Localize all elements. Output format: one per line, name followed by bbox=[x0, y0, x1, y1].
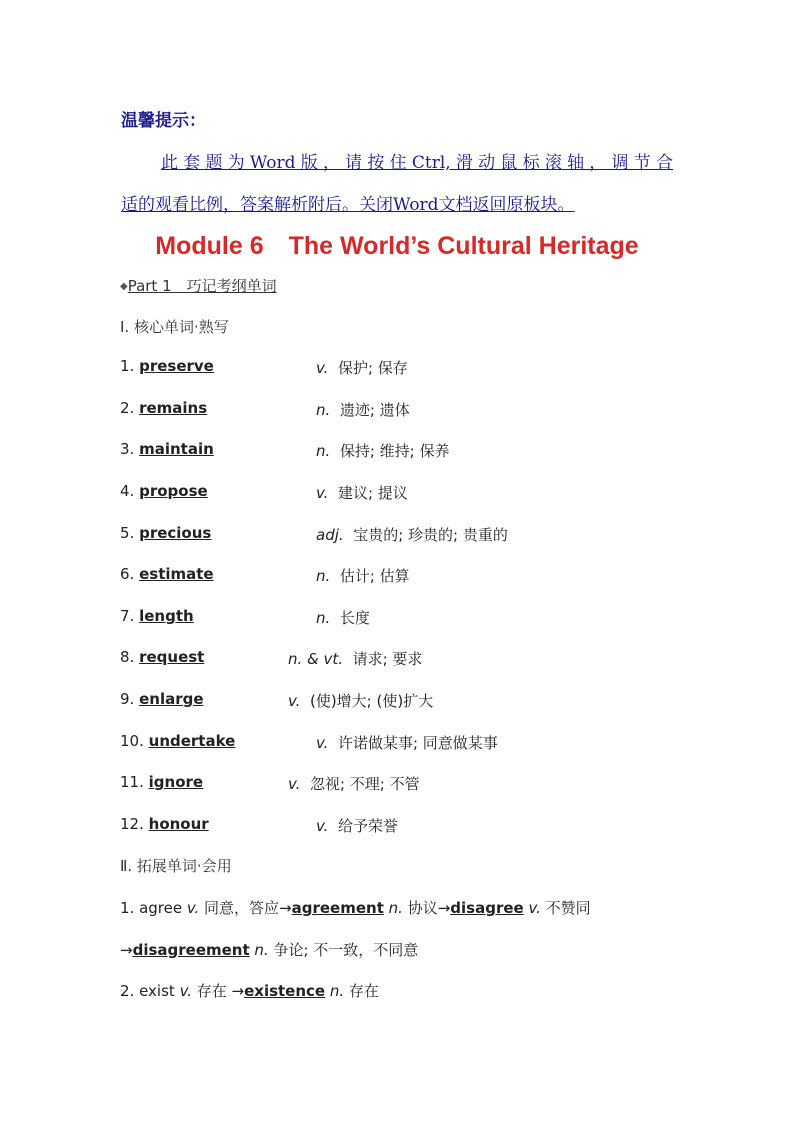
vocab-part-of-speech: v. bbox=[316, 359, 329, 377]
vocab-row bbox=[120, 524, 508, 546]
vocab-number: 10. bbox=[120, 732, 144, 750]
ext1-answer-agreement: agreement bbox=[291, 899, 384, 917]
extend-item-1-line-1 bbox=[120, 897, 591, 918]
vocab-meaning: 给予荣誉 bbox=[337, 817, 398, 835]
ext2-post: 存在 bbox=[344, 982, 379, 1000]
vocab-definition bbox=[316, 565, 410, 586]
vocab-meaning: 宝贵的; 珍贵的; 贵重的 bbox=[353, 526, 508, 544]
vocab-row bbox=[120, 690, 434, 712]
vocab-number: 8. bbox=[120, 648, 135, 666]
vocab-part-of-speech: v. bbox=[316, 817, 329, 835]
vocab-definition bbox=[316, 399, 410, 420]
part-heading bbox=[120, 275, 277, 296]
part-label: Part 1 巧记考纲单词 bbox=[127, 277, 277, 295]
vocab-row bbox=[120, 732, 498, 754]
vocab-answer-word: enlarge bbox=[139, 690, 204, 708]
ext1-pos1: v. bbox=[186, 899, 200, 917]
ext2-pos2: n. bbox=[325, 982, 345, 1000]
vocab-definition bbox=[288, 773, 420, 794]
vocab-definition bbox=[316, 482, 408, 503]
vocab-part-of-speech: n. bbox=[316, 401, 331, 419]
ext1-line2-post: 争论; 不一致，不同意 bbox=[268, 941, 419, 959]
vocab-meaning: 遗迹; 遗体 bbox=[339, 401, 410, 419]
vocab-answer-word: estimate bbox=[139, 565, 214, 583]
vocab-part-of-speech: n. & vt. bbox=[288, 650, 344, 668]
section-heading-extend: Ⅱ. 拓展单词·会用 bbox=[120, 857, 232, 875]
vocab-number: 12. bbox=[120, 815, 144, 833]
ext1-arrow: → bbox=[120, 941, 133, 959]
vocab-row bbox=[120, 607, 370, 629]
vocab-number: 2. bbox=[120, 399, 135, 417]
vocab-meaning: 长度 bbox=[339, 609, 370, 627]
vocab-number: 5. bbox=[120, 524, 135, 542]
vocab-number: 4. bbox=[120, 482, 135, 500]
ext2-answer-existence: existence bbox=[244, 982, 326, 1000]
tip-line-2: 适的观看比例，答案解析附后。关闭Word文档返回原板块。 bbox=[121, 195, 575, 215]
vocab-row bbox=[120, 815, 398, 837]
vocab-part-of-speech: v. bbox=[288, 692, 301, 710]
vocab-part-of-speech: v. bbox=[288, 775, 301, 793]
vocab-row bbox=[120, 482, 408, 504]
ext1-pos3: v. bbox=[523, 899, 541, 917]
ext1-pos4: n. bbox=[249, 941, 269, 959]
module-title: Module 6 The World’s Cultural Heritage bbox=[155, 232, 639, 260]
vocab-answer-word: length bbox=[139, 607, 194, 625]
vocab-number: 9. bbox=[120, 690, 135, 708]
ext2-pos1: v. bbox=[179, 982, 192, 1000]
vocab-answer-word: propose bbox=[139, 482, 208, 500]
vocab-row bbox=[120, 440, 450, 462]
vocab-number: 6. bbox=[120, 565, 135, 583]
vocab-number: 11. bbox=[120, 773, 144, 791]
vocab-definition bbox=[316, 440, 449, 461]
vocab-meaning: (使)增大; (使)扩大 bbox=[309, 692, 434, 710]
vocab-row bbox=[120, 399, 410, 421]
extend-item-2 bbox=[120, 980, 379, 1001]
vocab-part-of-speech: n. bbox=[316, 442, 331, 460]
vocab-answer-word: maintain bbox=[139, 440, 214, 458]
vocab-meaning: 估计; 估算 bbox=[339, 567, 410, 585]
ext1-mid3: 不赞同 bbox=[540, 899, 591, 917]
vocab-definition bbox=[316, 815, 398, 836]
vocab-row bbox=[120, 357, 408, 379]
ext1-answer-disagreement: disagreement bbox=[132, 941, 250, 959]
vocab-meaning: 保护; 保存 bbox=[337, 359, 408, 377]
vocab-number: 3. bbox=[120, 440, 135, 458]
vocab-meaning: 请求; 要求 bbox=[352, 650, 423, 668]
vocab-number: 1. bbox=[120, 357, 135, 375]
vocab-part-of-speech: adj. bbox=[316, 526, 344, 544]
vocab-definition bbox=[316, 524, 508, 545]
vocab-definition bbox=[288, 648, 422, 669]
vocab-definition bbox=[316, 357, 408, 378]
vocab-row bbox=[120, 773, 420, 795]
vocab-answer-word: ignore bbox=[148, 773, 204, 791]
ext1-pre: 1. agree bbox=[120, 899, 187, 917]
vocab-answer-word: remains bbox=[139, 399, 208, 417]
vocab-meaning: 许诺做某事; 同意做某事 bbox=[337, 734, 498, 752]
vocab-part-of-speech: v. bbox=[316, 484, 329, 502]
ext2-mid1: 存在 → bbox=[191, 982, 245, 1000]
vocab-row bbox=[120, 648, 423, 670]
ext1-mid1: 同意，答应→ bbox=[199, 899, 292, 917]
vocab-meaning: 建议; 提议 bbox=[337, 484, 408, 502]
section-heading-core: Ⅰ. 核心单词·熟写 bbox=[120, 318, 229, 336]
diamond-bullet-icon: ◆ bbox=[120, 281, 128, 292]
vocab-row bbox=[120, 565, 410, 587]
vocab-definition bbox=[288, 690, 433, 711]
vocab-answer-word: request bbox=[139, 648, 205, 666]
vocab-part-of-speech: n. bbox=[316, 609, 331, 627]
vocab-meaning: 忽视; 不理; 不管 bbox=[309, 775, 420, 793]
vocab-part-of-speech: n. bbox=[316, 567, 331, 585]
vocab-answer-word: preserve bbox=[139, 357, 214, 375]
vocab-answer-word: precious bbox=[139, 524, 212, 542]
tip-title: 温馨提示： bbox=[121, 111, 206, 131]
vocab-definition bbox=[316, 732, 498, 753]
vocab-answer-word: undertake bbox=[148, 732, 236, 750]
ext1-pos2: n. bbox=[383, 899, 403, 917]
vocab-part-of-speech: v. bbox=[316, 734, 329, 752]
vocab-number: 7. bbox=[120, 607, 135, 625]
tip-line-1: 此套题为Word版，请按住Ctrl,滑动鼠标滚轴，调节合 bbox=[161, 153, 673, 173]
vocab-answer-word: honour bbox=[148, 815, 209, 833]
ext1-answer-disagree: disagree bbox=[450, 899, 524, 917]
ext2-pre: 2. exist bbox=[120, 982, 180, 1000]
extend-item-1-line-2 bbox=[120, 939, 418, 960]
vocab-definition bbox=[316, 607, 370, 628]
vocab-meaning: 保持; 维持; 保养 bbox=[339, 442, 450, 460]
ext1-mid2: 协议→ bbox=[402, 899, 451, 917]
